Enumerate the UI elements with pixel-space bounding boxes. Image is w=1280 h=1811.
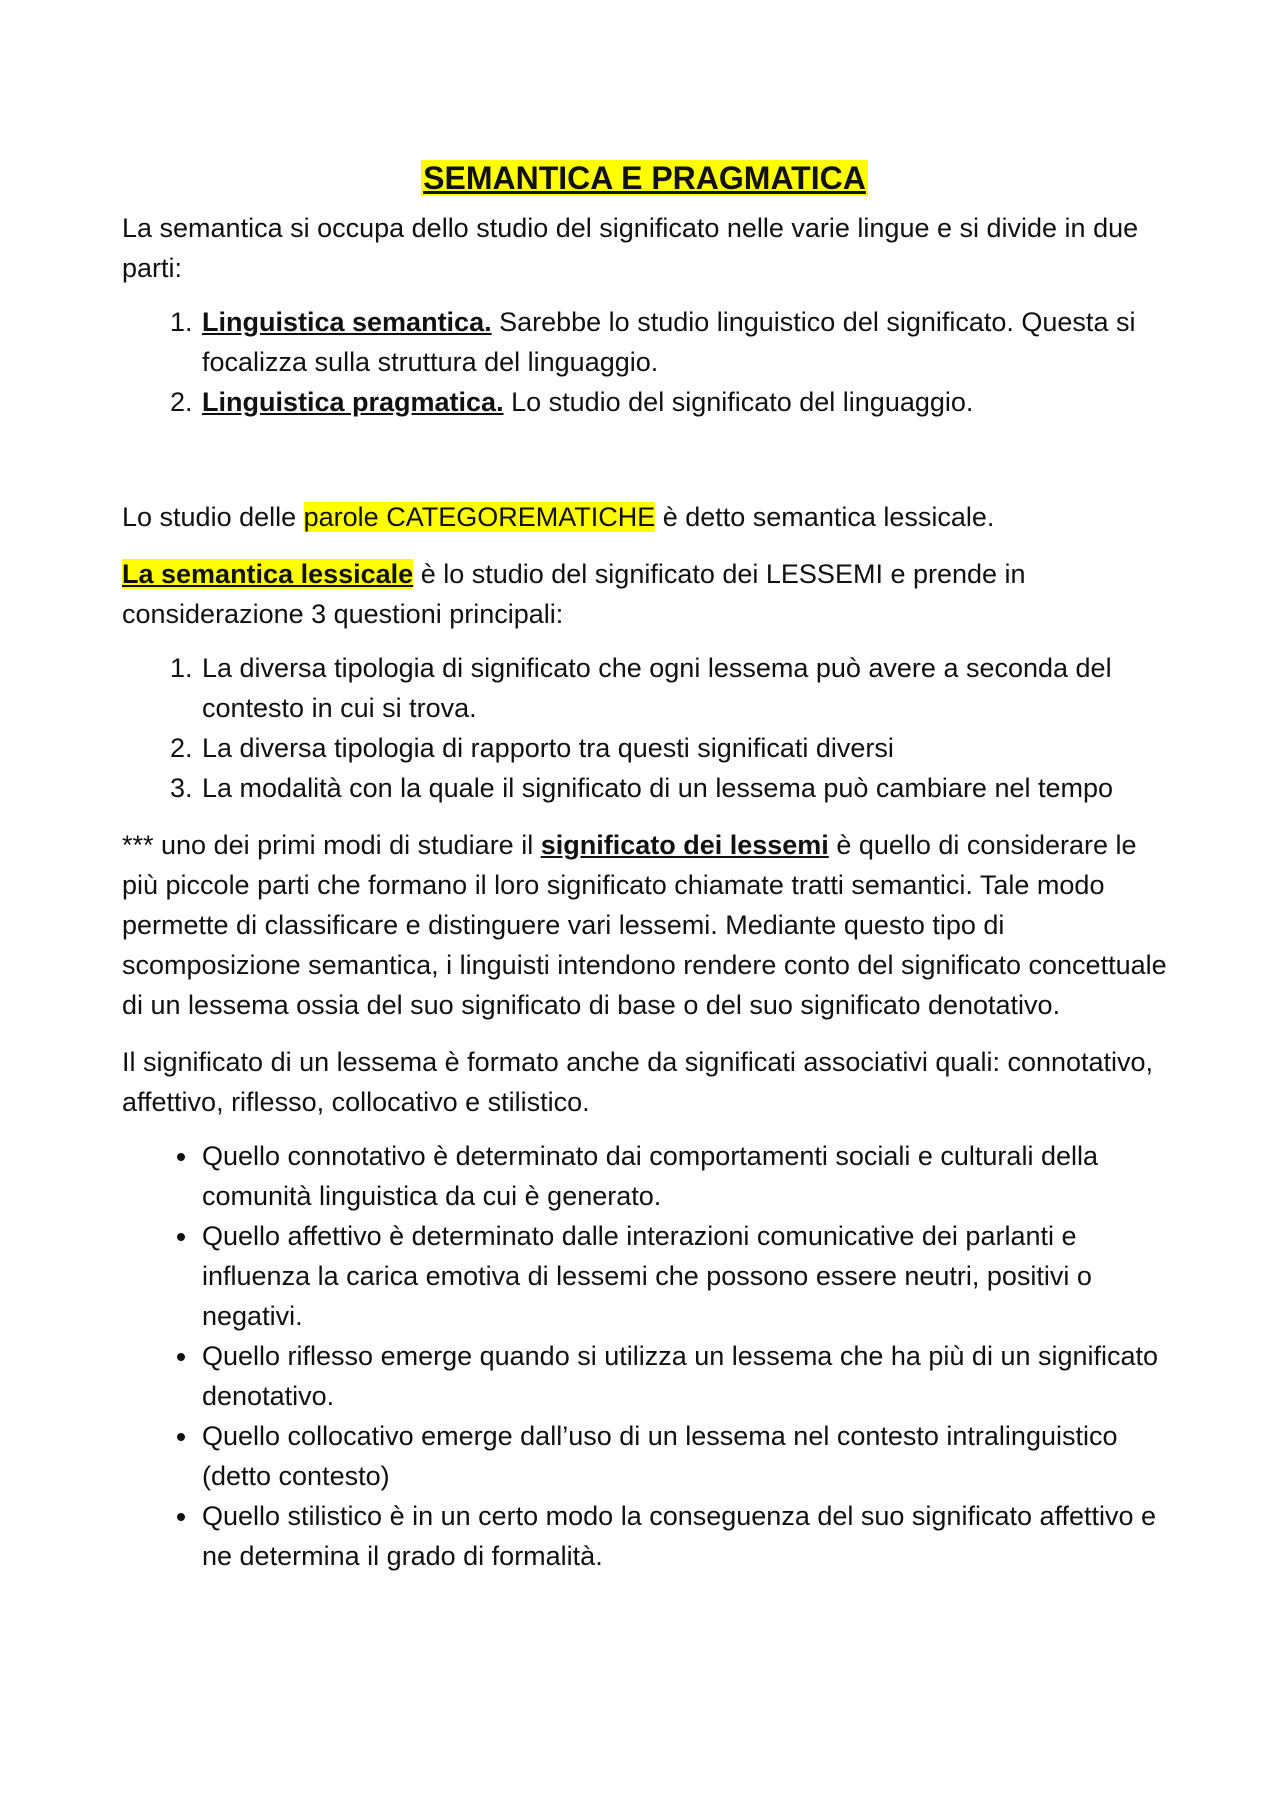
highlighted-term: La semantica lessicale xyxy=(122,559,414,589)
paragraph-text: *** uno dei primi modi di studiare il xyxy=(122,830,541,860)
bullet-item: • Quello affettivo è determinato dalle interazioni comunicative dei parlanti e influenza la carica emotiva di lessemi che possono essere neutri, positivi o negativi. xyxy=(200,1216,1167,1336)
paragraph-text: è detto semantica lessicale. xyxy=(655,502,995,532)
lexical-semantics-paragraph xyxy=(122,554,1167,634)
list-item-text: Sarebbe lo studio linguistico del significato. Questa si focalizza sulla struttura del linguaggio. xyxy=(202,307,1136,377)
list-item-text: Lo studio del significato del linguaggio. xyxy=(503,387,974,417)
list-item: 3. La modalità con la quale il significato di un lessema può cambiare nel tempo xyxy=(200,768,1167,808)
list-item-term: Linguistica semantica. xyxy=(202,307,492,337)
bullet-item: • Quello riflesso emerge quando si utilizza un lessema che ha più di un significato denotativo. xyxy=(200,1336,1167,1416)
document-page xyxy=(122,154,1167,1593)
blank-line xyxy=(122,442,1167,497)
intro-paragraph: La semantica si occupa dello studio del significato nelle varie lingue e si divide in due parti: xyxy=(122,213,1139,283)
list-item xyxy=(200,382,1167,422)
underlined-term: significato dei lessemi xyxy=(540,830,829,860)
paragraph-text: Lo studio delle xyxy=(122,502,304,532)
bullet-item: • Quello collocativo emerge dall’uso di un lessema nel contesto intralinguistico (detto contesto) xyxy=(200,1416,1167,1496)
document-title xyxy=(122,154,1167,202)
associative-meanings-paragraph: Il significato di un lessema è formato anche da significati associativi quali: connotativo, affettivo, riflesso, collocativo e stilistico. xyxy=(122,1047,1154,1117)
bullet-item: • Quello stilistico è in un certo modo la conseguenza del suo significato affettivo e ne determina il grado di formalità. xyxy=(200,1496,1167,1576)
list-item-term: Linguistica pragmatica. xyxy=(202,387,504,417)
list-item: 2. La diversa tipologia di rapporto tra questi significati diversi xyxy=(200,728,1167,768)
highlighted-text: parole CATEGOREMATICHE xyxy=(303,502,656,532)
associative-meanings-list xyxy=(122,1136,1167,1576)
semantic-features-paragraph xyxy=(122,825,1167,1025)
title-text: SEMANTICA E PRAGMATICA xyxy=(423,160,866,196)
paragraph-text: è lo studio del significato dei LESSEMI e prende in considerazione 3 questioni principali: xyxy=(122,559,1026,629)
bullet-item: • Quello connotativo è determinato dai comportamenti sociali e culturali della comunità linguistica da cui è generato. xyxy=(200,1136,1167,1216)
parts-list xyxy=(122,302,1167,422)
list-item: 1. La diversa tipologia di significato che ogni lessema può avere a seconda del contesto in cui si trova. xyxy=(200,648,1167,728)
categorematic-paragraph xyxy=(122,497,1167,537)
paragraph-text: è quello di considerare le più piccole parti che formano il loro significato chiamate tratti semantici. Tale modo permette di classificare e distinguere vari lessemi. Mediante questo tipo di scomposizione semantica, i linguisti intendono rendere conto del significato concettuale di un lessema ossia del suo significato di base o del suo significato denotativo. xyxy=(122,830,1167,1020)
list-item xyxy=(200,302,1167,382)
questions-list xyxy=(122,648,1167,808)
